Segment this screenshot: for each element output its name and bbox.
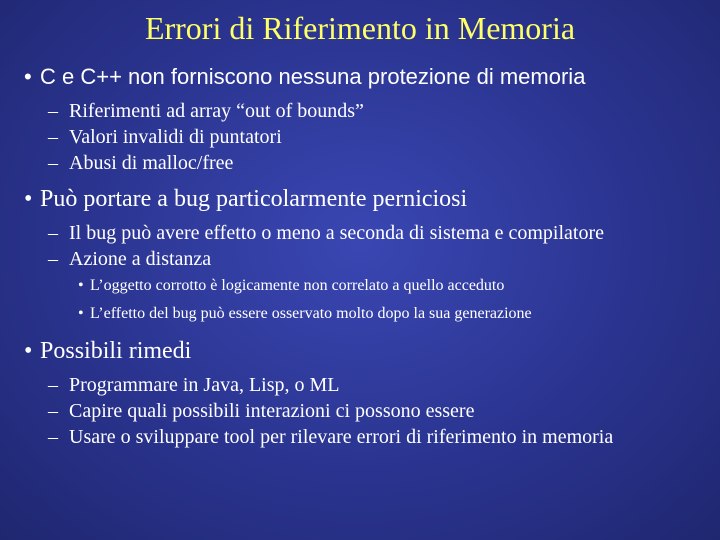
dash-marker: – xyxy=(48,222,58,244)
sub-sub-bullet-text: L’oggetto corrotto è logicamente non correlato a quello acceduto xyxy=(90,277,505,294)
bullet-point-3 xyxy=(0,336,720,366)
slide-body xyxy=(0,62,720,458)
sub-bullet-text: Valori invalidi di puntatori xyxy=(69,126,282,148)
sub-bullet xyxy=(0,150,720,176)
sub-bullet xyxy=(0,98,720,124)
bullet-group-1 xyxy=(0,62,720,176)
dash-marker: – xyxy=(48,248,58,270)
sub-bullet xyxy=(0,424,720,450)
bullet-text: Può portare a bug particolarmente perniciosi xyxy=(40,186,468,212)
bullet-dot: • xyxy=(78,305,84,322)
bullet-point-1 xyxy=(0,62,720,92)
bullet-dot: • xyxy=(24,186,33,212)
sub-bullet xyxy=(0,124,720,150)
sub-sub-bullet-text: L’effetto del bug può essere osservato molto dopo la sua generazione xyxy=(90,305,532,322)
sub-bullet-text: Il bug può avere effetto o meno a seconda di sistema e compilatore xyxy=(69,222,604,244)
sub-bullet xyxy=(0,220,720,246)
sub-bullet-text: Riferimenti ad array “out of bounds” xyxy=(69,100,364,122)
sub-bullet xyxy=(0,372,720,398)
bullet-text: C e C++ non forniscono nessuna protezione di memoria xyxy=(40,64,586,89)
sub-bullet-text: Capire quali possibili interazioni ci possono essere xyxy=(69,400,475,422)
dash-marker: – xyxy=(48,374,58,396)
bullet-dot: • xyxy=(78,277,84,294)
sub-bullet-text: Abusi di malloc/free xyxy=(69,152,234,174)
sub-sub-bullet xyxy=(0,300,720,328)
bullet-group-3 xyxy=(0,336,720,450)
bullet-dot: • xyxy=(24,64,32,89)
sub-bullet-text: Azione a distanza xyxy=(69,248,212,270)
bullet-text: Possibili rimedi xyxy=(40,338,192,364)
sub-bullet xyxy=(0,246,720,272)
sub-bullet-text: Usare o sviluppare tool per rilevare errori di riferimento in memoria xyxy=(69,426,614,448)
sub-bullet-text: Programmare in Java, Lisp, o ML xyxy=(69,374,340,396)
dash-marker: – xyxy=(48,100,58,122)
dash-marker: – xyxy=(48,426,58,448)
bullet-group-2 xyxy=(0,184,720,328)
sub-sub-bullet xyxy=(0,272,720,300)
bullet-dot: • xyxy=(24,338,33,364)
sub-bullet xyxy=(0,398,720,424)
dash-marker: – xyxy=(48,152,58,174)
bullet-point-2 xyxy=(0,184,720,214)
slide-title: Errori di Riferimento in Memoria xyxy=(144,10,576,46)
dash-marker: – xyxy=(48,400,58,422)
dash-marker: – xyxy=(48,126,58,148)
